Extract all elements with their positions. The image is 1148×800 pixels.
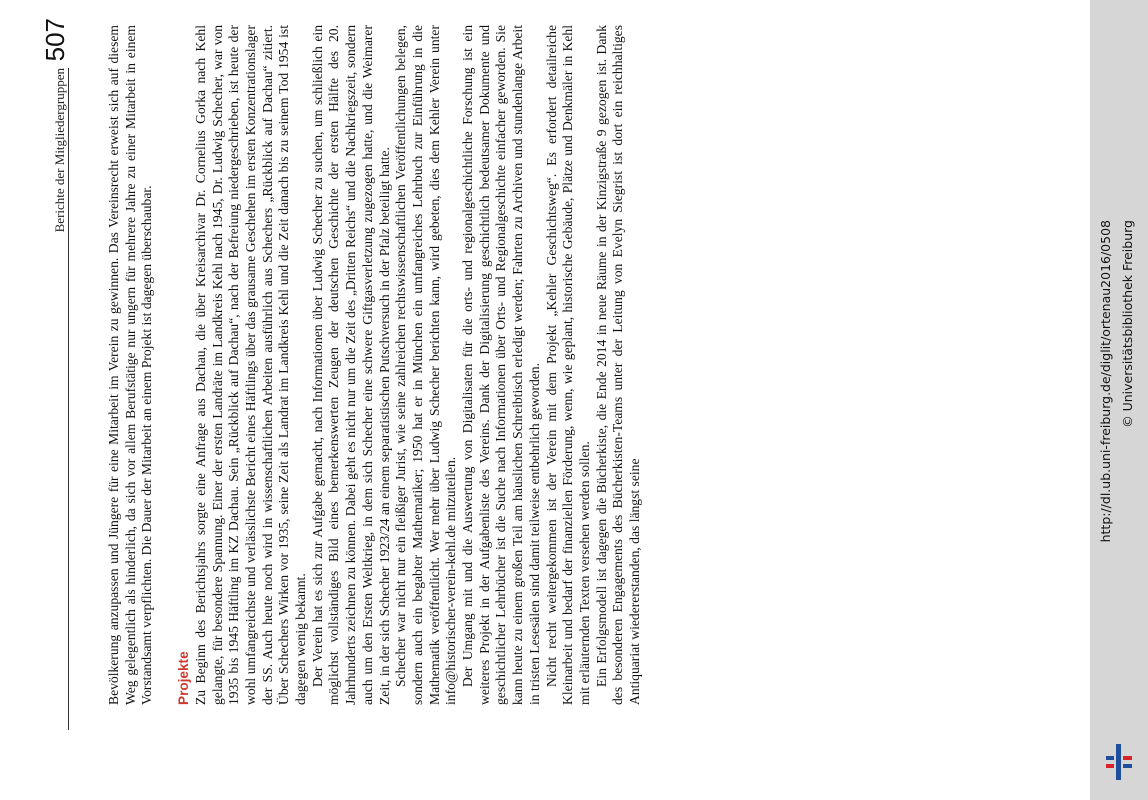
page-number: 507	[40, 18, 70, 62]
paragraph-2: Zu Beginn des Berichtsjahrs sorgte eine Anfrage aus Dachau, die über Kreisarchivar Dr. Cornelius Gorka nach Kehl gelangte, für besondere Spannung. Einer der ersten Landräte im Landkreis Kehl nach 1945, Dr. Ludwig Schecher, war von 1935 bis 1945 Häftling im KZ Dachau. Sein „Rückblick auf Dachau“, nach der Befreiung niedergeschrieben, ist heute der wohl umfangreichste und verlässlichste Bericht eines Häftlings über das grausame Geschehen im ersten Konzentrationslager der SS. Auch heute noch wird in wissenschaftlichen Arbeiten ausführlich aus Schechers „Rückblick auf Dachau“ zitiert. Über Schechers Wirken vor 1935, seine Zeit als Landrat im Landkreis Kehl und die Zeit danach bis zu seinem Tod 1954 ist dagegen wenig bekannt.	[192, 25, 309, 705]
paragraph-4: Schecher war nicht nur ein fleißiger Jurist, wie seine zahlreichen rechtswissenschaftlichen Veröffentlichungen belegen, sondern auch ein begabter Mathematiker; 1950 hat er in München ein umfangreiches Lehrbuch zur Einführung in die Mathematik veröffentlicht. Wer mehr über Ludwig Schecher berichten kann, wird gebeten, dies dem Kehler Verein unter info@historischer-verein-kehl.de mitzuteilen.	[393, 25, 459, 705]
paragraph-6: Nicht recht weitergekommen ist der Verein mit dem Projekt „Kehler Geschichtsweg“. Es erfordert detailreiche Kleinarbeit und bedarf der finanziellen Förderung, wenn, wie geplant, historische Gebäude, Plätze und Denkmäler in Kehl mit erläuternden Texten versehen werden sollen.	[543, 25, 592, 705]
copyright-notice: © Universitätsbibliothek Freiburg	[1120, 220, 1135, 428]
permalink-url[interactable]: http://dl.ub.uni-freiburg.de/diglit/ortenau2016/0508	[1098, 220, 1113, 543]
header-rule	[68, 68, 69, 730]
paragraph-1: Bevölkerung anzupassen und Jüngere für eine Mitarbeit im Verein zu gewinnen. Das Vereinsrecht erweist sich auf diesem Weg gelegentlich als hinderlich, da sich vor allem Berufstätige nur ungern für mehrere Jahre zu einer Mitarbeit in einem Vorstandsamt verpflichten. Die Dauer der Mitarbeit an einem Projekt ist dagegen überschaubar.	[106, 25, 155, 705]
library-sidebar	[1090, 0, 1148, 800]
paragraph-7: Ein Erfolgsmodell ist dagegen die Bücherkiste, die Ende 2014 in neue Räume in der Kinzigstraße 9 gezogen ist. Dank des besonderen Engagements des Bücherkisten-Teams unter der Leitung von Evelyn Siegrist ist dort ein reichhaltiges Antiquariat wiedererstanden, das längst seine	[593, 25, 643, 705]
section-heading: Projekte	[176, 651, 192, 705]
sidebar-text	[1090, 210, 1148, 800]
paragraph-3: Der Verein hat es sich zur Aufgabe gemacht, nach Informationen über Ludwig Schecher zu suchen, um schließlich ein möglichst vollständiges Bild eines bemerkenswerten Zeugen der deutschen Geschichte der ersten Hälfte des 20. Jahrhunderts zeichnen zu können. Dabei geht es nicht nur um die Zeit des „Dritten Reichs“ und die Nachkriegszeit, sondern auch um den Ersten Weltkrieg, in dem sich Schecher eine schwere Giftgasverletzung zugezogen hatte, und die Weimarer Zeit, in der sich Schecher 1923/24 an einem separatistischen Putschversuch in der Pfalz beteiligt hatte.	[309, 25, 392, 705]
ub-freiburg-logo-icon	[1102, 742, 1136, 782]
paragraph-5: Der Umgang mit und die Auswertung von Digitalisaten für die orts- und regionalgeschichtliche Forschung ist ein weiteres Projekt in der Aufgabenliste des Vereins. Dank der Digitalisierung geschichtlich bedeutsamer Dokumente und geschichtlicher Lehrbücher ist die Suche nach Informationen über Orts- und Regionalgeschichte einfacher geworden. Sie kann heute zu einem großen Teil am häuslichen Schreibtisch erledigt werden; Fahrten zu Archiven und stundenlange Arbeit in tristen Lesesälen sind damit teilweise entbehrlich geworden.	[460, 25, 542, 705]
running-head: Berichte der Mitgliedergruppen	[52, 68, 67, 233]
body-text	[106, 25, 644, 705]
